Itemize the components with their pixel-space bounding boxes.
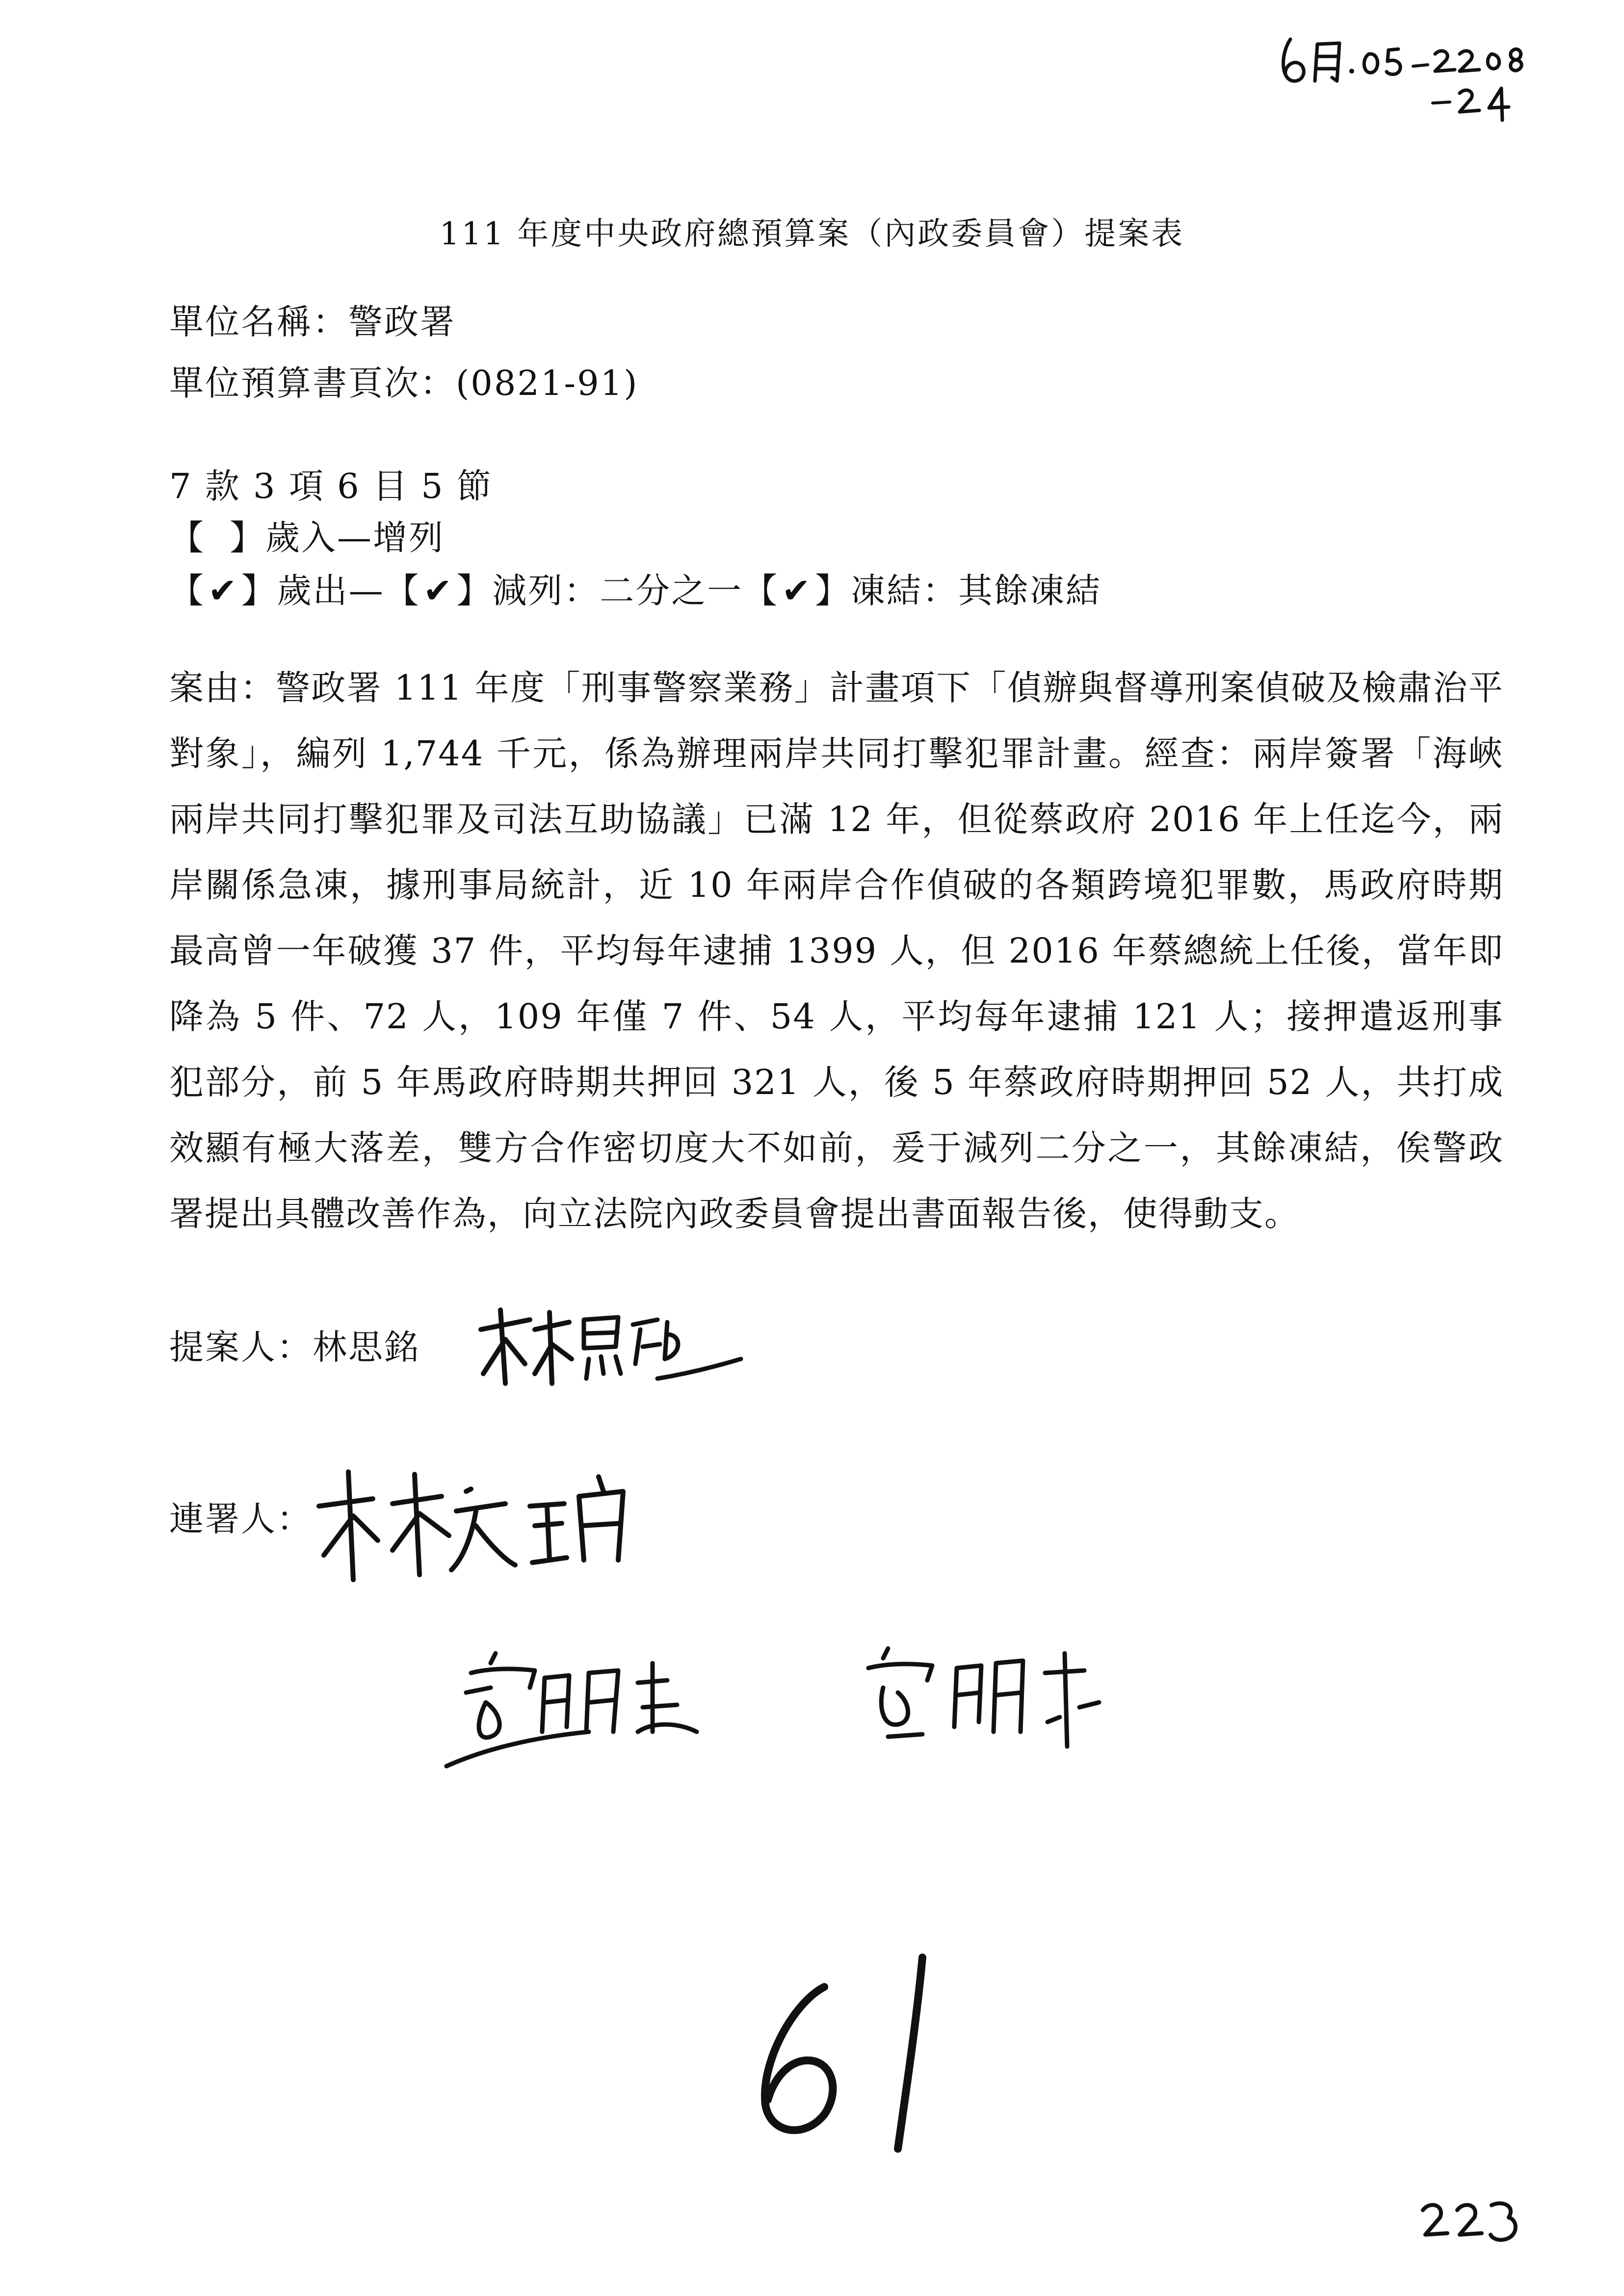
income-line bbox=[169, 510, 445, 560]
income-bracket-open: 【 bbox=[169, 518, 205, 558]
handwritten-page-number bbox=[726, 1943, 981, 2159]
reason-paragraph: 案由：警政署 111 年度「刑事警察業務」計畫項下「偵辦與督導刑案偵破及檢肅治平對象」，編列 1,744 千元，係為辦理兩岸共同打擊犯罪計畫。經查：兩岸簽署「海峽兩岸共同打擊犯罪及司法互助協議」已滿 12 年，但從蔡政府 2016 年上任迄今，兩岸關係急凍，據刑事局統計，近 10 年兩岸合作偵破的各類跨境犯罪數，馬政府時期最高曾一年破獲 37 件，平均每年逮捕 1399 人，但 2016 年蔡總統上任後，當年即降為 5 件、72 人，109 年僅 7 件、54 人，平均每年逮捕 121 人；接押遣返刑事犯部分，前 5 年馬政府時期共押回 321 人，後 5 年蔡政府時期押回 52 人，共打成效顯有極大落差，雙方合作密切度大不如前，爰于減列二分之一，其餘凍結，俟警政署提出具體改善作為，向立法院內政委員會提出書面報告後，使得動支。 bbox=[169, 668, 1504, 1234]
income-label: 】歲入—增列 bbox=[230, 518, 445, 558]
freeze-label: 】凍結：其餘凍結 bbox=[814, 571, 1101, 611]
cosigner-signature-2 bbox=[432, 1634, 746, 1781]
cosigner-signature-3 bbox=[854, 1634, 1109, 1761]
unit-name-line: 單位名稱：警政署 bbox=[169, 302, 456, 342]
budget-item-line: 7 款 3 項 6 目 5 節 bbox=[169, 466, 493, 506]
cosigner-signature-1 bbox=[309, 1462, 662, 1590]
handwritten-corner-text: 223 bbox=[1413, 2188, 1414, 2189]
check-icon: ✔ bbox=[423, 571, 454, 611]
expense-label: 】歲出—【 bbox=[241, 571, 420, 611]
expense-bracket-open: 【 bbox=[169, 571, 205, 611]
proposer-signature bbox=[471, 1300, 746, 1398]
proposer-label: 提案人：林思銘 bbox=[169, 1327, 420, 1367]
expense-line bbox=[169, 563, 1101, 613]
handwritten-date-note bbox=[1271, 20, 1565, 132]
check-icon: ✔ bbox=[782, 571, 812, 611]
cosigner-label: 連署人： bbox=[169, 1499, 313, 1539]
reduce-label: 】減列：二分之一【 bbox=[456, 571, 779, 611]
unit-page-line: 單位預算書頁次：(0821-91) bbox=[169, 363, 639, 403]
handwritten-corner-number bbox=[1413, 2188, 1526, 2252]
page-title: 111 年度中央政府總預算案（內政委員會）提案表 bbox=[439, 216, 1185, 252]
check-icon: ✔ bbox=[208, 571, 238, 611]
